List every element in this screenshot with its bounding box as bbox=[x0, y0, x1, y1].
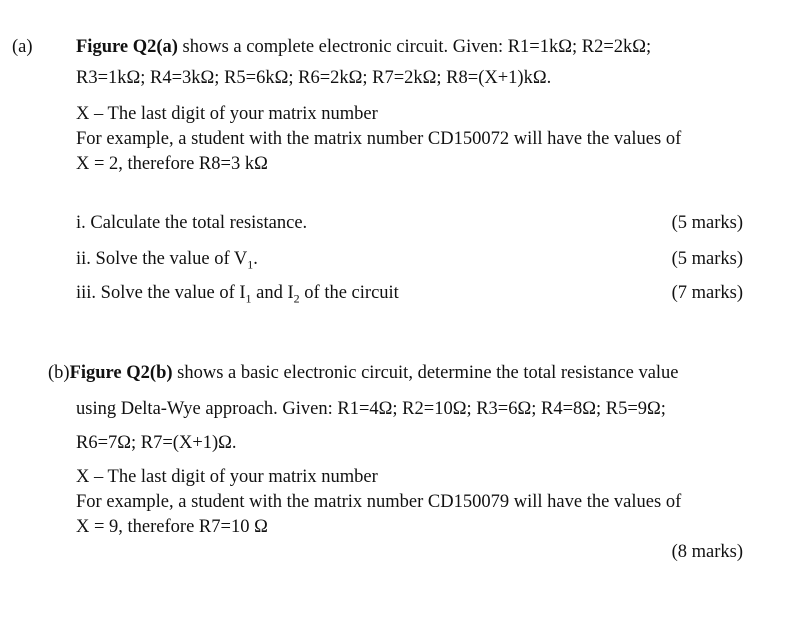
question-i-marks: (5 marks) bbox=[671, 213, 743, 233]
question-ii-sub: 1 bbox=[247, 257, 254, 272]
question-iii-text bbox=[76, 282, 399, 306]
part-b-example-line-1: For example, a student with the matrix number CD150079 will have the values of bbox=[76, 492, 682, 512]
part-b-line-2: using Delta-Wye approach. Given: R1=4Ω; R2=10Ω; R3=6Ω; R4=8Ω; R5=9Ω; bbox=[76, 399, 666, 419]
part-a-example-line-2: X = 2, therefore R8=3 kΩ bbox=[76, 154, 268, 174]
part-b-line-1-text: shows a basic electronic circuit, determine the total resistance value bbox=[172, 363, 679, 383]
question-ii-pre: ii. Solve the value of V bbox=[76, 249, 248, 269]
question-iii-post: of the circuit bbox=[299, 283, 399, 303]
figure-q2a-reference: Figure Q2(a) bbox=[76, 37, 178, 57]
question-iii-marks: (7 marks) bbox=[671, 283, 743, 303]
part-a-line-1 bbox=[76, 36, 651, 58]
part-b-x-definition: X – The last digit of your matrix number bbox=[76, 467, 378, 487]
question-ii-text bbox=[76, 248, 258, 272]
question-ii-marks: (5 marks) bbox=[671, 249, 743, 269]
question-iii-pre: iii. Solve the value of I bbox=[76, 283, 246, 303]
part-b-marks: (8 marks) bbox=[671, 542, 743, 562]
part-a-example-line-1: For example, a student with the matrix number CD150072 will have the values of bbox=[76, 129, 682, 149]
question-iii-sub-1: 1 bbox=[245, 291, 252, 306]
question-i-text: i. Calculate the total resistance. bbox=[76, 213, 308, 233]
question-ii-post: . bbox=[253, 249, 258, 269]
part-b-line-3: R6=7Ω; R7=(X+1)Ω. bbox=[76, 433, 237, 453]
figure-q2b-reference: Figure Q2(b) bbox=[69, 363, 173, 383]
question-iii-sub-2: 2 bbox=[293, 291, 300, 306]
part-a-line-2: R3=1kΩ; R4=3kΩ; R5=6kΩ; R6=2kΩ; R7=2kΩ; R8=(X+1)kΩ. bbox=[76, 68, 552, 88]
part-b-label: (b) bbox=[48, 363, 70, 383]
part-a-label: (a) bbox=[12, 37, 33, 57]
part-b-example-line-2: X = 9, therefore R7=10 Ω bbox=[76, 517, 268, 537]
question-iii-mid: and I bbox=[251, 283, 294, 303]
part-a-line-1-text: shows a complete electronic circuit. Given: R1=1kΩ; R2=2kΩ; bbox=[177, 37, 652, 57]
part-b-line-1 bbox=[48, 362, 679, 384]
part-a-x-definition: X – The last digit of your matrix number bbox=[76, 104, 378, 124]
